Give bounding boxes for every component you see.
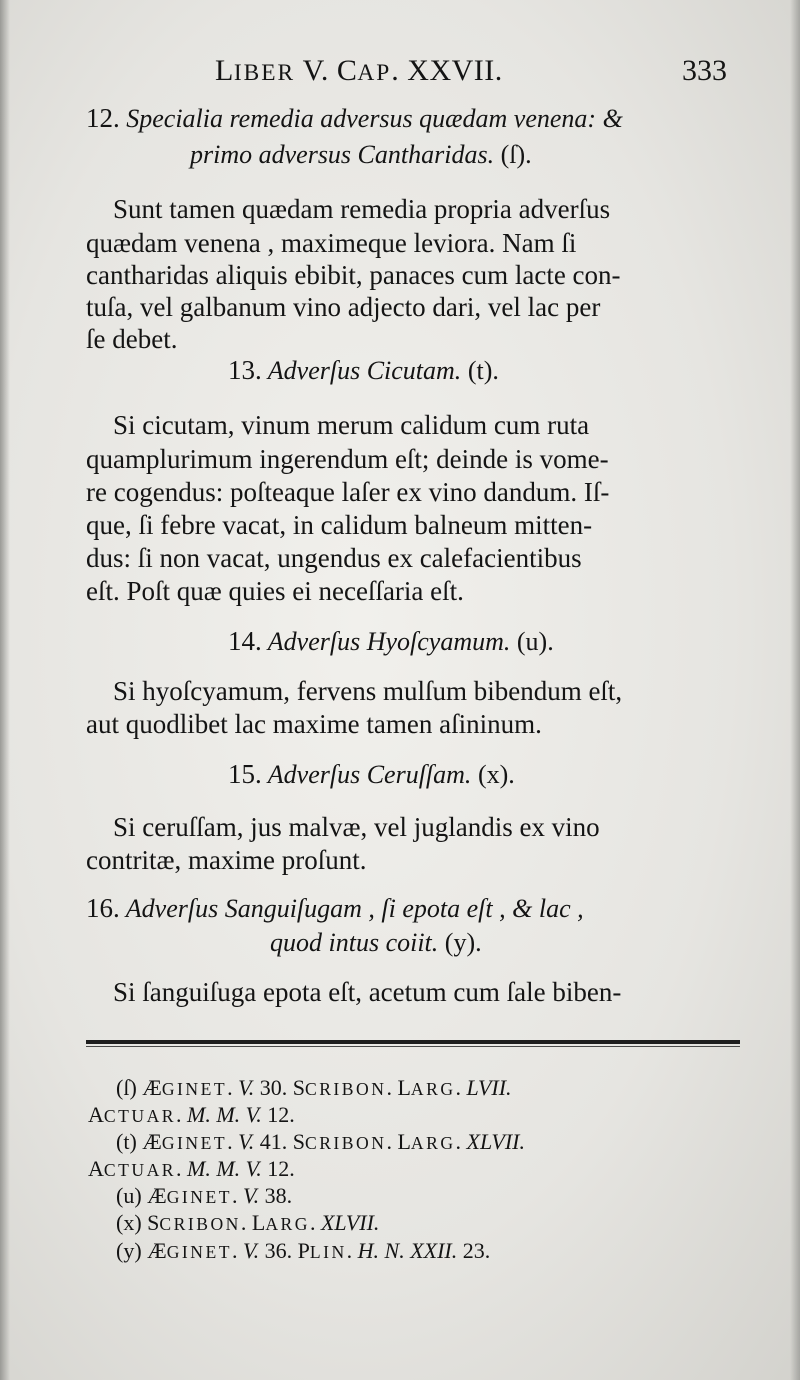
footnote-s-cont: ACTUAR. M. M. V. 12.: [88, 1102, 295, 1127]
section-16-heading-text-2: quod intus coiit.: [270, 928, 439, 957]
section-16-line: Si ſanguiſuga epota eſt, acetum cum ſale biben-: [113, 977, 622, 1007]
section-16-heading-line2: [270, 928, 482, 958]
section-12-line: Sunt tamen quædam remedia propria adverſus: [113, 194, 611, 224]
section-13-line: re cogendus: poſteaque laſer ex vino dandum. Iſ-: [86, 477, 610, 507]
section-14-line: aut quodlibet lac maxime tamen aſininum.: [86, 709, 542, 739]
section-12-line: tuſa, vel galbanum vino adjecto dari, vel lac per: [86, 292, 601, 322]
section-13-line: eſt. Poſt quæ quies ei neceſſaria eſt.: [86, 576, 464, 606]
section-13-note-ref: (t).: [461, 356, 499, 385]
section-14-heading: [228, 626, 554, 657]
section-14-heading-text: Adverſus Hyoſcyamum.: [267, 627, 511, 656]
section-15-note-ref: (x).: [471, 760, 515, 789]
running-head: LIBER V. CAP. XXVII.: [215, 54, 503, 87]
section-13-number: 13.: [228, 355, 262, 385]
section-14-line: Si hyoſcyamum, fervens mulſum bibendum eſt,: [113, 676, 623, 706]
section-13-heading: [228, 355, 499, 386]
footnote-s: (ſ) ÆGINET. V. 30. SCRIBON. LARG. LVII.: [116, 1075, 512, 1100]
footnote-t-cont: ACTUAR. M. M. V. 12.: [88, 1156, 295, 1181]
section-16-number: 16.: [86, 893, 120, 923]
section-13-line: dus: ſi non vacat, ungendus ex calefacientibus: [86, 543, 582, 573]
section-12-line: cantharidas aliquis ebibit, panaces cum lacte con-: [86, 260, 621, 290]
section-12-line: quædam venena , maximeque leviora. Nam ſi: [86, 228, 577, 258]
section-15-number: 15.: [228, 759, 262, 789]
section-12-heading-text-2: primo adversus Cantharidas.: [190, 140, 495, 169]
section-15-heading: [228, 759, 515, 790]
section-12-number: 12.: [86, 103, 120, 133]
footnote-y: (y) ÆGINET. V. 36. PLIN. H. N. XXII. 23.: [116, 1238, 491, 1263]
page-edge-right: [790, 0, 800, 1380]
section-14-number: 14.: [228, 626, 262, 656]
section-16-note-ref: (y).: [438, 928, 482, 957]
section-12-line: ſe debet.: [86, 324, 178, 354]
page-edge-left: [0, 0, 10, 1380]
section-12-note-ref: (ſ).: [494, 140, 532, 169]
section-15-line: Si ceruſſam, jus malvæ, vel juglandis ex vino: [113, 812, 600, 842]
section-16-heading-line1: [86, 893, 584, 924]
section-13-line: Si cicutam, vinum merum calidum cum ruta: [113, 410, 590, 440]
footnote-t: (t) ÆGINET. V. 41. SCRIBON. LARG. XLVII.: [116, 1129, 525, 1154]
section-13-heading-text: Adverſus Cicutam.: [267, 356, 462, 385]
footnote-rule: [86, 1040, 740, 1044]
footnote-rule-thin: [86, 1046, 740, 1047]
section-15-line: contritæ, maxime proſunt.: [86, 845, 367, 875]
section-15-heading-text: Adverſus Ceruſſam.: [267, 760, 472, 789]
page-number: 333: [682, 54, 727, 87]
section-12-heading-line1: [86, 103, 623, 134]
footnote-u: (u) ÆGINET. V. 38.: [116, 1183, 293, 1208]
footnote-x: (x) SCRIBON. LARG. XLVII.: [116, 1210, 380, 1235]
section-16-heading-text: Adverſus Sanguiſugam , ſi epota eſt , & lac ,: [125, 894, 584, 923]
section-12-heading-text: Specialia remedia adversus quædam venena: &: [126, 104, 623, 133]
page-header: [0, 52, 800, 96]
section-13-line: que, ſi febre vacat, in calidum balneum mitten-: [86, 510, 593, 540]
section-12-heading-line2: [190, 140, 532, 170]
section-14-note-ref: (u).: [510, 627, 554, 656]
section-13-line: quamplurimum ingerendum eſt; deinde is vome-: [86, 444, 609, 474]
